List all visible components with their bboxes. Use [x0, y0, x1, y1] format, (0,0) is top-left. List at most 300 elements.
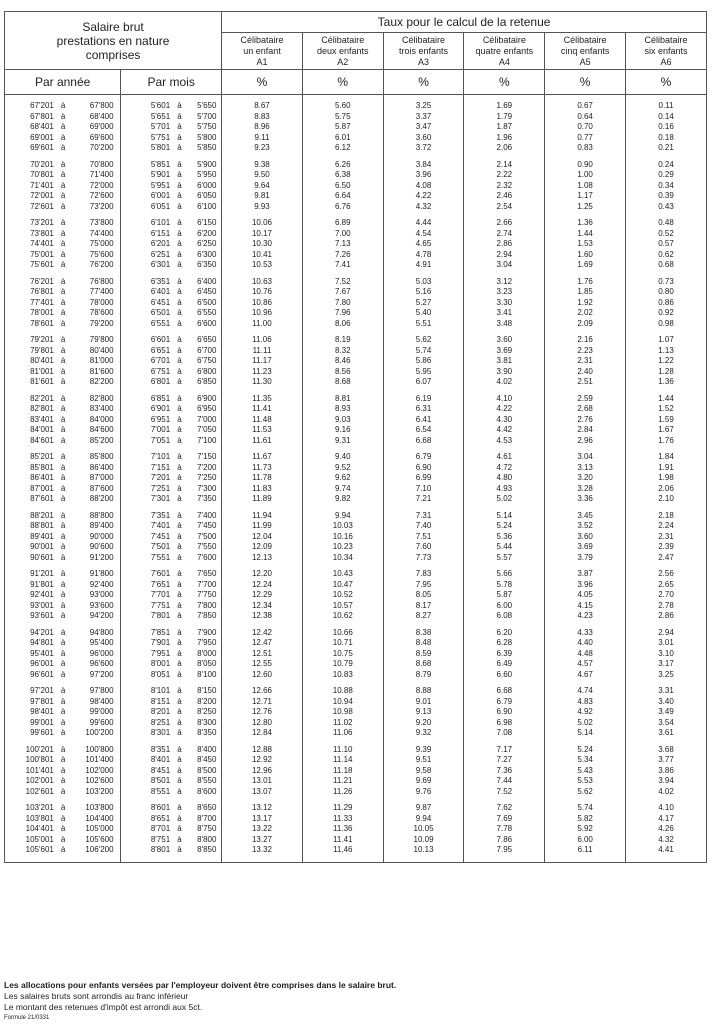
rate-a3: 7.51 — [383, 532, 464, 543]
rate-a5: 4.40 — [545, 638, 626, 649]
rate-a2: 8.93 — [302, 404, 383, 415]
rate-a6: 4.26 — [626, 824, 707, 835]
rate-a1: 9.50 — [222, 170, 303, 181]
rate-a5: 5.92 — [545, 824, 626, 835]
par-mois-header: Par mois — [121, 70, 222, 95]
annual-to: 90'600 — [89, 542, 114, 552]
monthly-from: 7'051 — [121, 436, 170, 447]
range-separator: à — [177, 728, 182, 738]
rate-a5: 3.13 — [545, 463, 626, 474]
rate-a4: 5.02 — [464, 494, 545, 505]
table-row — [5, 707, 707, 718]
rate-a6: 1.59 — [626, 415, 707, 426]
rate-a5: 5.14 — [545, 728, 626, 739]
gap-cell — [114, 287, 121, 298]
taux-header: Taux pour le calcul de la retenue — [222, 12, 707, 33]
rate-a6: 4.02 — [626, 787, 707, 798]
rate-a1: 8.83 — [222, 112, 303, 123]
range-separator: à — [60, 276, 66, 286]
monthly-to: 6'600 — [197, 318, 217, 328]
monthly-from: 8'051 — [121, 670, 170, 681]
rate-a4: 3.69 — [464, 346, 545, 357]
gap-cell — [114, 239, 121, 250]
rate-a6: 2.39 — [626, 542, 707, 553]
table-row — [5, 670, 707, 681]
rate-a5: 4.33 — [545, 628, 626, 639]
annual-to: 87'000 — [89, 473, 114, 483]
range-separator: à — [60, 510, 66, 520]
monthly-from: 7'151 — [121, 463, 170, 474]
monthly-to: 5'700 — [197, 111, 217, 121]
rate-a6: 0.68 — [626, 260, 707, 271]
annual-to: 86'400 — [89, 462, 114, 472]
rate-a4: 3.81 — [464, 356, 545, 367]
annual-from: 72'601 — [5, 202, 54, 213]
range-separator: à — [177, 473, 182, 483]
column-header-line: six enfants — [644, 45, 688, 56]
monthly-to: 6'950 — [197, 404, 217, 414]
table-row — [5, 745, 707, 756]
annual-from: 77'401 — [5, 298, 54, 309]
monthly-to: 8'850 — [197, 845, 217, 855]
range-separator: à — [177, 452, 182, 462]
rate-a2: 9.74 — [302, 484, 383, 495]
annual-to: 67'800 — [89, 101, 114, 111]
annual-from: 76'801 — [5, 287, 54, 298]
rate-a1: 9.23 — [222, 143, 303, 154]
annual-from: 69'001 — [5, 133, 54, 144]
rate-a4: 7.52 — [464, 787, 545, 798]
rate-a1: 11.23 — [222, 367, 303, 378]
annual-from: 91'801 — [5, 580, 54, 591]
rate-a5: 4.83 — [545, 697, 626, 708]
rate-a5: 3.36 — [545, 494, 626, 505]
rate-a4: 2.32 — [464, 181, 545, 192]
annual-from: 99'601 — [5, 728, 54, 739]
monthly-from: 5'701 — [121, 122, 170, 133]
annual-from: 84'001 — [5, 425, 54, 436]
monthly-from: 6'101 — [121, 218, 170, 229]
range-separator: à — [60, 404, 66, 414]
monthly-to: 6'650 — [197, 335, 217, 345]
rate-a1: 11.78 — [222, 473, 303, 484]
monthly-to: 8'300 — [197, 717, 217, 727]
monthly-to: 6'150 — [197, 218, 217, 228]
monthly-to: 7'800 — [197, 600, 217, 610]
monthly-from: 7'501 — [121, 542, 170, 553]
annual-from: 105'601 — [5, 845, 54, 856]
gap-cell — [114, 181, 121, 192]
rate-a6: 3.61 — [626, 728, 707, 739]
range-separator: à — [177, 159, 182, 169]
annual-from: 102'601 — [5, 787, 54, 798]
rate-a5: 0.70 — [545, 122, 626, 133]
gap-cell — [114, 776, 121, 787]
salaire-line-1: Salaire brut — [82, 19, 144, 34]
rate-a3: 5.95 — [383, 367, 464, 378]
rate-a6: 3.40 — [626, 697, 707, 708]
rate-a4: 6.79 — [464, 697, 545, 708]
rate-a4: 5.87 — [464, 590, 545, 601]
rate-a4: 6.08 — [464, 611, 545, 622]
annual-to: 71'400 — [89, 170, 114, 180]
rate-a2: 5.75 — [302, 112, 383, 123]
monthly-to: 8'150 — [197, 686, 217, 696]
range-separator: à — [60, 201, 66, 211]
rate-a3: 9.39 — [383, 745, 464, 756]
column-header-a1 — [222, 33, 303, 70]
monthly-to: 6'700 — [197, 345, 217, 355]
range-separator: à — [60, 579, 66, 589]
rate-a3: 6.19 — [383, 394, 464, 405]
rate-a6: 1.07 — [626, 335, 707, 346]
rate-a5: 3.28 — [545, 484, 626, 495]
table-row — [5, 425, 707, 436]
rate-a5: 3.87 — [545, 569, 626, 580]
rate-a2: 9.82 — [302, 494, 383, 505]
monthly-to: 7'900 — [197, 627, 217, 637]
monthly-to: 8'350 — [197, 728, 217, 738]
rate-a3: 3.37 — [383, 112, 464, 123]
rate-a5: 1.60 — [545, 250, 626, 261]
rate-a4: 1.79 — [464, 112, 545, 123]
rate-a5: 5.53 — [545, 776, 626, 787]
annual-to: 98'400 — [89, 696, 114, 706]
gap-cell — [114, 160, 121, 171]
rate-a2: 6.26 — [302, 160, 383, 171]
rate-a5: 1.00 — [545, 170, 626, 181]
rate-a5: 1.17 — [545, 191, 626, 202]
monthly-to: 7'300 — [197, 483, 217, 493]
column-header-line: Célibataire — [402, 34, 446, 45]
monthly-from: 8'401 — [121, 755, 170, 766]
monthly-to: 8'600 — [197, 786, 217, 796]
rate-a4: 4.93 — [464, 484, 545, 495]
rate-a3: 5.40 — [383, 308, 464, 319]
annual-from: 89'401 — [5, 532, 54, 543]
monthly-to: 7'650 — [197, 569, 217, 579]
annual-to: 100'800 — [85, 744, 114, 754]
gap-cell — [114, 415, 121, 426]
rate-a4: 5.78 — [464, 580, 545, 591]
annual-to: 81'600 — [89, 366, 114, 376]
rate-a2: 7.13 — [302, 239, 383, 250]
annual-to: 69'600 — [89, 132, 114, 142]
gap-cell — [114, 670, 121, 681]
rate-a4: 6.49 — [464, 659, 545, 670]
monthly-to: 6'200 — [197, 228, 217, 238]
gap-cell — [114, 845, 121, 856]
range-separator: à — [177, 393, 182, 403]
rate-a6: 4.17 — [626, 814, 707, 825]
annual-to: 79'800 — [89, 335, 114, 345]
range-separator: à — [60, 803, 66, 813]
rate-a5: 0.64 — [545, 112, 626, 123]
rate-a5: 3.69 — [545, 542, 626, 553]
pct-header: % — [626, 70, 707, 95]
pct-header: % — [464, 70, 545, 95]
rate-a1: 13.12 — [222, 803, 303, 814]
rate-a1: 12.60 — [222, 670, 303, 681]
pct-header: % — [545, 70, 626, 95]
rate-a6: 0.92 — [626, 308, 707, 319]
range-separator: à — [177, 686, 182, 696]
table-row — [5, 356, 707, 367]
column-header-a2 — [302, 33, 383, 70]
table-row — [5, 229, 707, 240]
rate-a3: 4.78 — [383, 250, 464, 261]
range-separator: à — [60, 611, 66, 621]
annual-to: 99'600 — [89, 717, 114, 727]
rate-a4: 1.87 — [464, 122, 545, 133]
gap-cell — [114, 707, 121, 718]
gap-cell — [114, 569, 121, 580]
rate-a4: 6.39 — [464, 649, 545, 660]
range-separator: à — [177, 425, 182, 435]
monthly-to: 7'450 — [197, 521, 217, 531]
annual-to: 73'800 — [89, 218, 114, 228]
range-separator: à — [177, 590, 182, 600]
rate-a3: 7.60 — [383, 542, 464, 553]
monthly-from: 7'251 — [121, 484, 170, 495]
rate-a5: 2.59 — [545, 394, 626, 405]
rate-a6: 1.44 — [626, 394, 707, 405]
rate-a4: 7.08 — [464, 728, 545, 739]
range-separator: à — [177, 308, 182, 318]
range-separator: à — [177, 297, 182, 307]
annual-to: 103'800 — [85, 803, 114, 813]
rate-a2: 9.16 — [302, 425, 383, 436]
rate-a6: 0.52 — [626, 229, 707, 240]
rate-a1: 12.66 — [222, 686, 303, 697]
gap-cell — [114, 335, 121, 346]
range-separator: à — [177, 239, 182, 249]
range-separator: à — [60, 377, 66, 387]
monthly-to: 6'050 — [197, 191, 217, 201]
monthly-to: 7'050 — [197, 425, 217, 435]
rate-a2: 10.34 — [302, 553, 383, 564]
rate-a5: 3.04 — [545, 452, 626, 463]
table-row — [5, 436, 707, 447]
monthly-to: 8'000 — [197, 648, 217, 658]
range-separator: à — [177, 201, 182, 211]
annual-from: 70'201 — [5, 160, 54, 171]
range-separator: à — [177, 345, 182, 355]
range-separator: à — [177, 318, 182, 328]
footer-line-1: Les allocations pour enfants versées par l'employeur doivent être comprises dans le salaire brut. — [4, 980, 397, 990]
rate-a3: 10.05 — [383, 824, 464, 835]
gap-cell — [114, 521, 121, 532]
range-separator: à — [60, 425, 66, 435]
monthly-to: 7'000 — [197, 414, 217, 424]
gap-cell — [114, 803, 121, 814]
range-separator: à — [60, 260, 66, 270]
table-row — [5, 755, 707, 766]
monthly-from: 7'401 — [121, 521, 170, 532]
range-separator: à — [60, 686, 66, 696]
range-separator: à — [177, 813, 182, 823]
rate-a2: 7.96 — [302, 308, 383, 319]
monthly-to: 7'250 — [197, 473, 217, 483]
annual-from: 93'601 — [5, 611, 54, 622]
pct-header: % — [222, 70, 303, 95]
rate-a5: 5.74 — [545, 803, 626, 814]
rate-a1: 11.53 — [222, 425, 303, 436]
annual-to: 78'000 — [89, 297, 114, 307]
rate-a3: 6.31 — [383, 404, 464, 415]
table-row — [5, 532, 707, 543]
gap-cell — [114, 590, 121, 601]
range-separator: à — [177, 366, 182, 376]
table-row — [5, 697, 707, 708]
rate-a5: 4.57 — [545, 659, 626, 670]
annual-to: 70'800 — [89, 159, 114, 169]
rate-a4: 4.53 — [464, 436, 545, 447]
rate-a2: 10.16 — [302, 532, 383, 543]
rate-a3: 8.05 — [383, 590, 464, 601]
annual-to: 105'600 — [85, 834, 114, 844]
rate-a5: 0.77 — [545, 133, 626, 144]
monthly-to: 8'500 — [197, 765, 217, 775]
rate-a3: 6.90 — [383, 463, 464, 474]
monthly-from: 8'801 — [121, 845, 170, 856]
rate-a3: 8.68 — [383, 659, 464, 670]
rate-a6: 4.32 — [626, 835, 707, 846]
gap-cell — [114, 580, 121, 591]
rate-a5: 3.96 — [545, 580, 626, 591]
annual-to: 89'400 — [89, 521, 114, 531]
range-separator: à — [177, 404, 182, 414]
annual-to: 73'200 — [89, 201, 114, 211]
rate-a3: 5.16 — [383, 287, 464, 298]
gap-cell — [114, 473, 121, 484]
rate-a3: 6.79 — [383, 452, 464, 463]
table-row — [5, 218, 707, 229]
table-row — [5, 260, 707, 271]
monthly-from: 6'401 — [121, 287, 170, 298]
annual-from: 72'001 — [5, 191, 54, 202]
range-separator: à — [177, 335, 182, 345]
monthly-from: 6'351 — [121, 277, 170, 288]
monthly-to: 6'400 — [197, 276, 217, 286]
annual-from: 78'001 — [5, 308, 54, 319]
annual-from: 82'801 — [5, 404, 54, 415]
rate-a4: 4.02 — [464, 377, 545, 388]
gap-cell — [114, 755, 121, 766]
monthly-from: 7'601 — [121, 569, 170, 580]
monthly-to: 8'400 — [197, 744, 217, 754]
rate-a1: 9.93 — [222, 202, 303, 213]
range-separator: à — [60, 569, 66, 579]
monthly-from: 7'351 — [121, 511, 170, 522]
annual-from: 86'401 — [5, 473, 54, 484]
monthly-from: 6'751 — [121, 367, 170, 378]
rate-a1: 11.48 — [222, 415, 303, 426]
annual-to: 91'200 — [89, 552, 114, 562]
rate-a5: 4.67 — [545, 670, 626, 681]
table-row — [5, 367, 707, 378]
gap-cell — [114, 377, 121, 388]
monthly-to: 6'350 — [197, 260, 217, 270]
rate-a4: 4.42 — [464, 425, 545, 436]
table-row — [5, 122, 707, 133]
monthly-from: 8'501 — [121, 776, 170, 787]
rate-a6: 3.17 — [626, 659, 707, 670]
annual-to: 91'800 — [89, 569, 114, 579]
column-header-line: quatre enfants — [475, 45, 534, 56]
annual-from: 76'201 — [5, 277, 54, 288]
range-separator: à — [60, 707, 66, 717]
range-separator: à — [177, 521, 182, 531]
rate-a2: 10.71 — [302, 638, 383, 649]
annual-to: 102'000 — [85, 765, 114, 775]
annual-from: 88'801 — [5, 521, 54, 532]
range-separator: à — [177, 579, 182, 589]
rate-a5: 6.11 — [545, 845, 626, 856]
gap-cell — [114, 404, 121, 415]
rate-a3: 9.69 — [383, 776, 464, 787]
rate-a4: 6.28 — [464, 638, 545, 649]
range-separator: à — [60, 494, 66, 504]
annual-to: 97'200 — [89, 669, 114, 679]
gap-cell — [114, 484, 121, 495]
rate-a5: 2.51 — [545, 377, 626, 388]
rate-a5: 2.23 — [545, 346, 626, 357]
gap-cell — [114, 728, 121, 739]
range-separator: à — [60, 335, 66, 345]
rate-a6: 3.77 — [626, 755, 707, 766]
gap-cell — [114, 766, 121, 777]
range-separator: à — [177, 707, 182, 717]
rate-a5: 4.92 — [545, 707, 626, 718]
rate-a2: 8.81 — [302, 394, 383, 405]
rate-a2: 9.31 — [302, 436, 383, 447]
range-separator: à — [177, 260, 182, 270]
table-row — [5, 191, 707, 202]
range-separator: à — [177, 494, 182, 504]
rate-a3: 8.59 — [383, 649, 464, 660]
rate-a2: 7.52 — [302, 277, 383, 288]
annual-to: 84'000 — [89, 414, 114, 424]
table-body — [5, 95, 707, 863]
rate-a3: 9.58 — [383, 766, 464, 777]
monthly-to: 7'500 — [197, 531, 217, 541]
rate-a4: 4.80 — [464, 473, 545, 484]
rate-a4: 3.60 — [464, 335, 545, 346]
range-separator: à — [177, 111, 182, 121]
rate-a6: 0.34 — [626, 181, 707, 192]
rate-a1: 13.17 — [222, 814, 303, 825]
annual-to: 74'400 — [89, 228, 114, 238]
annual-from: 85'801 — [5, 463, 54, 474]
monthly-to: 8'050 — [197, 659, 217, 669]
range-separator: à — [177, 600, 182, 610]
monthly-from: 6'951 — [121, 415, 170, 426]
rate-a3: 9.32 — [383, 728, 464, 739]
annual-to: 105'000 — [85, 824, 114, 834]
rate-a1: 12.34 — [222, 601, 303, 612]
monthly-from: 8'351 — [121, 745, 170, 756]
rate-a6: 4.10 — [626, 803, 707, 814]
table-row — [5, 160, 707, 171]
range-separator: à — [60, 834, 66, 844]
range-separator: à — [60, 824, 66, 834]
table-row — [5, 133, 707, 144]
rate-a3: 3.96 — [383, 170, 464, 181]
table-row — [5, 494, 707, 505]
salaire-line-2: prestations en nature — [56, 33, 170, 48]
range-separator: à — [60, 297, 66, 307]
